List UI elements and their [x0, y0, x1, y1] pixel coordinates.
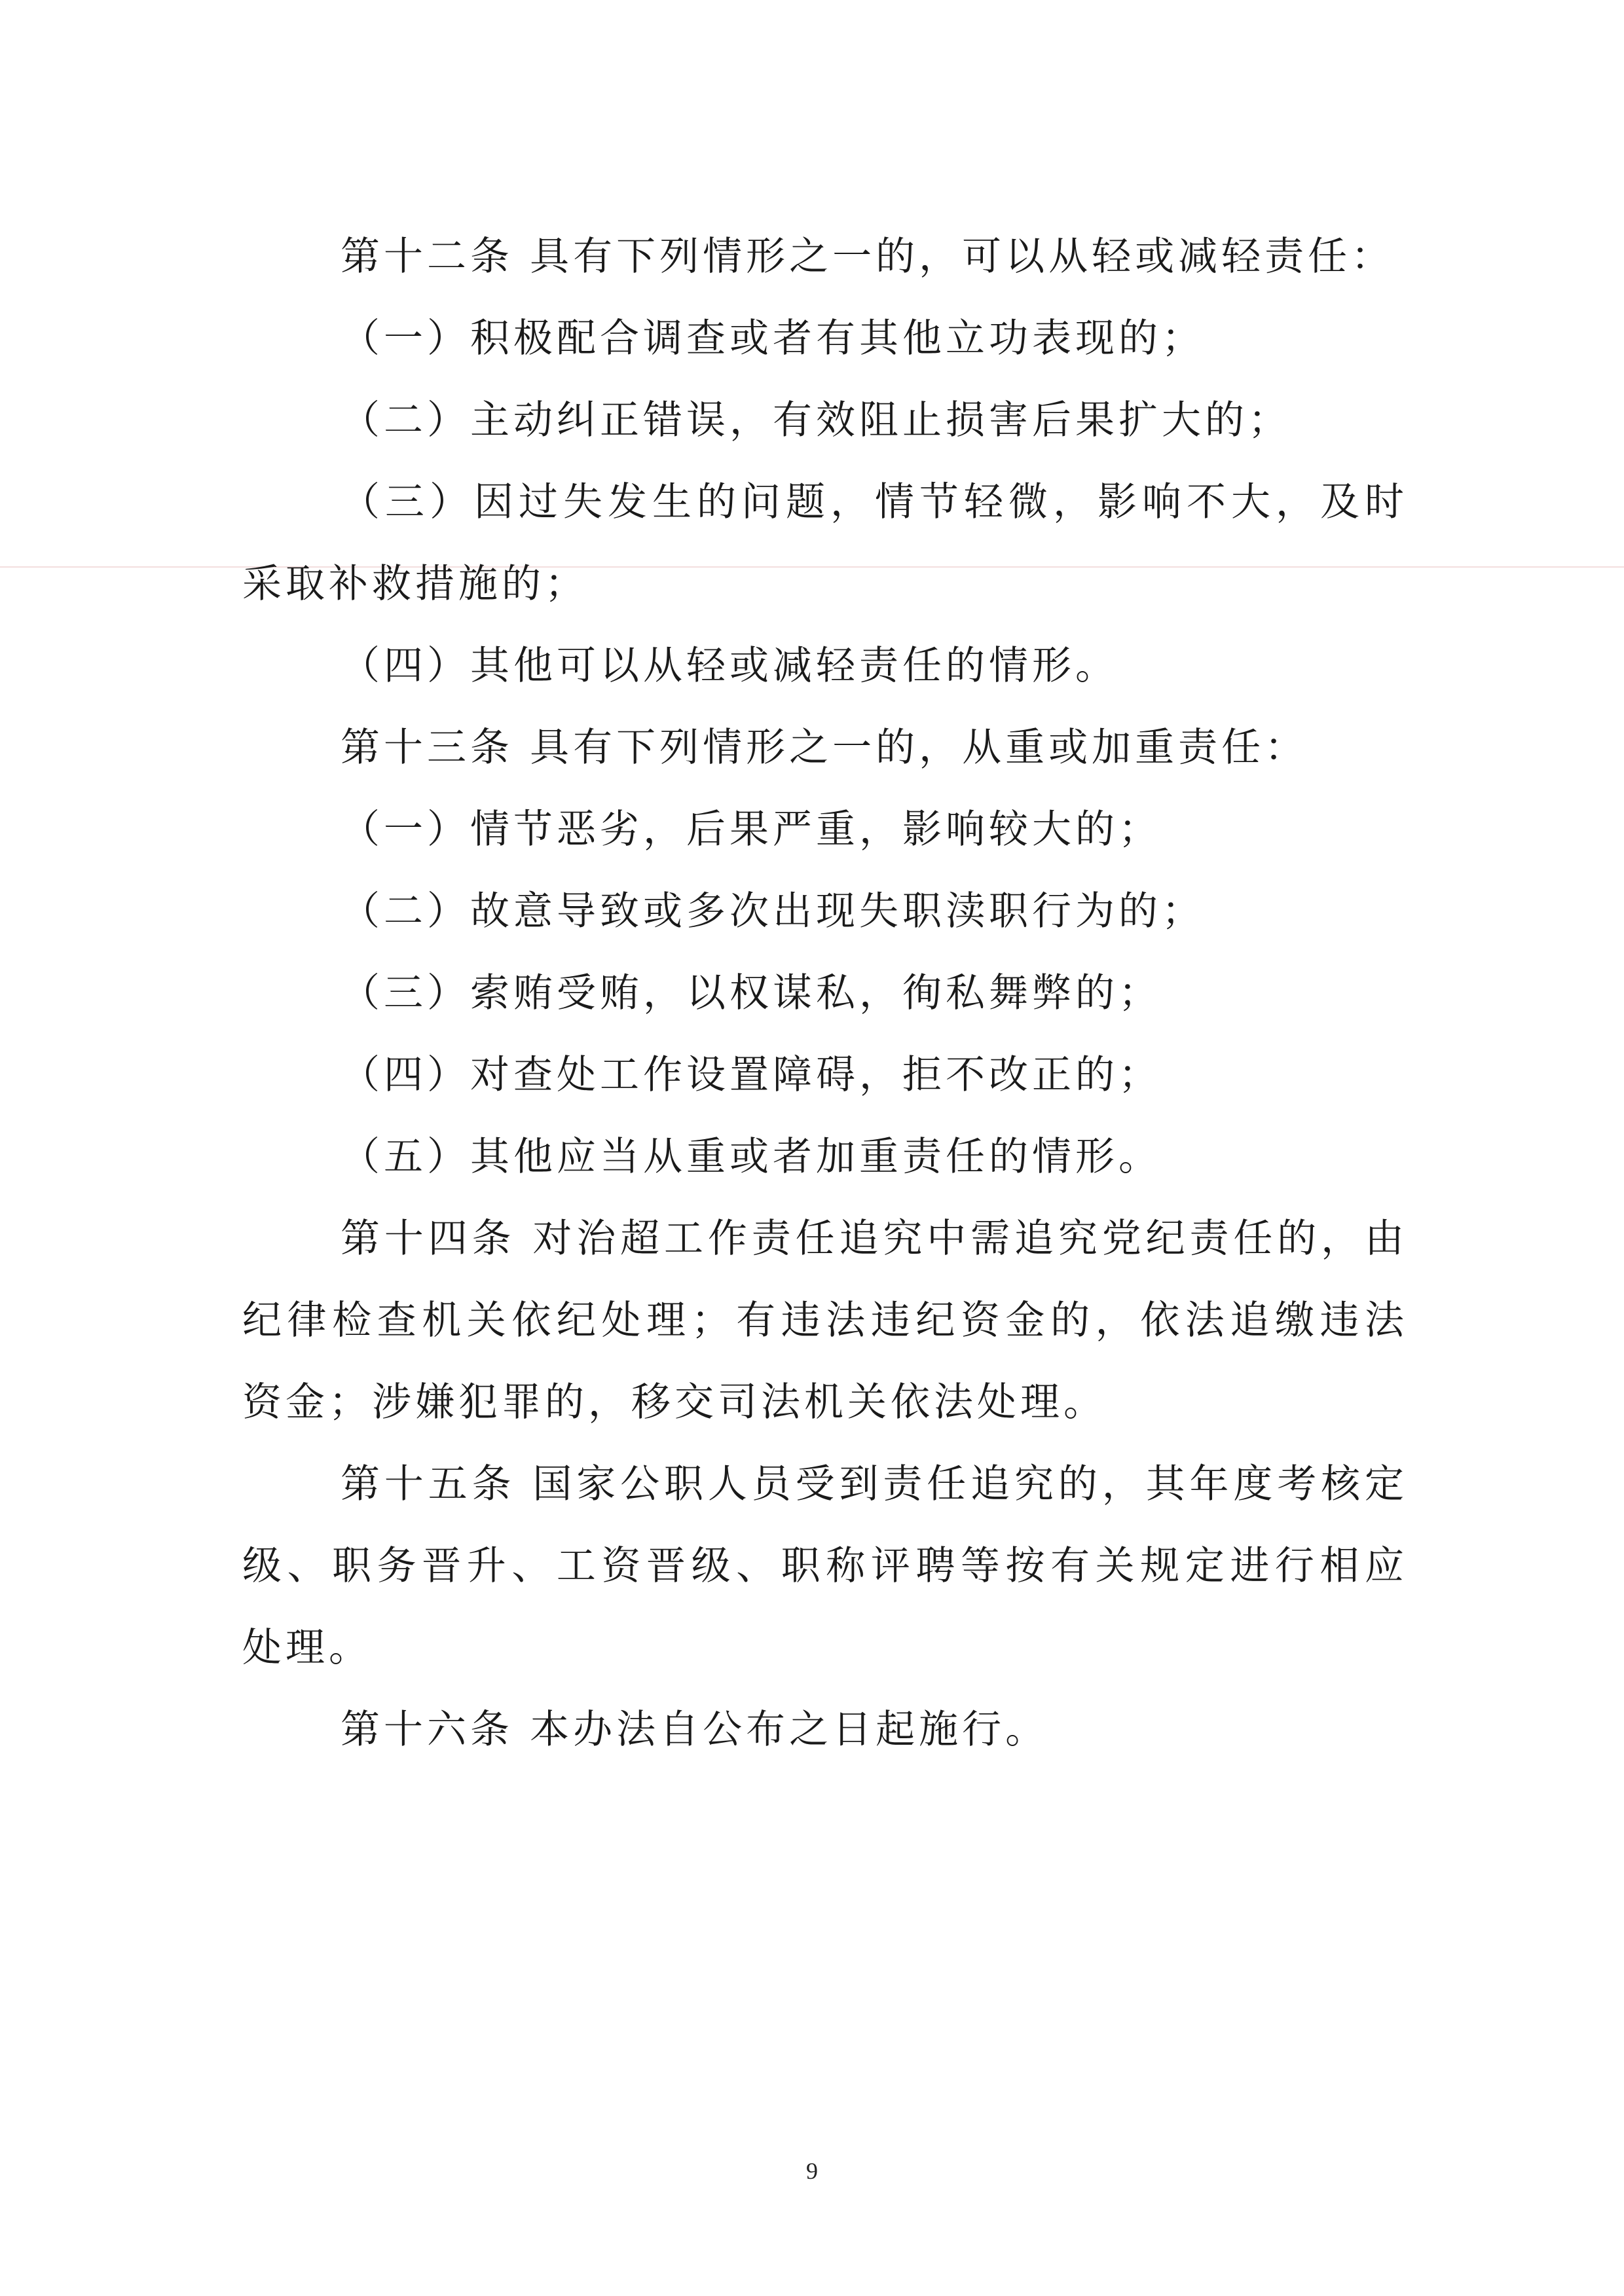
article-13-item-2: （二）故意导致或多次出现失职渎职行为的； [341, 888, 1205, 934]
article-12-item-2: （二）主动纠正错误，有效阻止损害后果扩大的； [341, 397, 1291, 443]
article-13-item-5: （五）其他应当从重或者加重责任的情形。 [341, 1134, 1162, 1180]
article-12-item-1: （一）积极配合调查或者有其他立功表现的； [341, 316, 1205, 361]
article-12-item-4: （四）其他可以从轻或减轻责任的情形。 [341, 643, 1118, 689]
article-13-item-3: （三）索贿受贿，以权谋私，徇私舞弊的； [341, 970, 1162, 1016]
article-13-item-1: （一）情节恶劣，后果严重，影响较大的； [341, 807, 1162, 852]
article-14: 第十四条 对治超工作责任追究中需追究党纪责任的，由纪律检查机关依纪处理；有违法违纪资金的，依法追缴违法资金；涉嫌犯罪的，移交司法机关依法处理。 [242, 1216, 1408, 1425]
article-12-item-3: （三）因过失发生的问题，情节轻微，影响不大，及时采取补救措施的； [242, 479, 1408, 607]
page-number: 9 [806, 2158, 818, 2184]
article-13: 第十三条 具有下列情形之一的，从重或加重责任： [341, 725, 1308, 771]
article-13-item-4: （四）对查处工作设置障碍，拒不改正的； [341, 1052, 1162, 1098]
document-body [242, 216, 1408, 1771]
article-15: 第十五条 国家公职人员受到责任追究的，其年度考核定级、职务晋升、工资晋级、职称评聘等按有关规定进行相应处理。 [242, 1461, 1408, 1671]
article-16: 第十六条 本办法自公布之日起施行。 [341, 1707, 1049, 1753]
article-12: 第十二条 具有下列情形之一的，可以从轻或减轻责任： [341, 234, 1395, 280]
